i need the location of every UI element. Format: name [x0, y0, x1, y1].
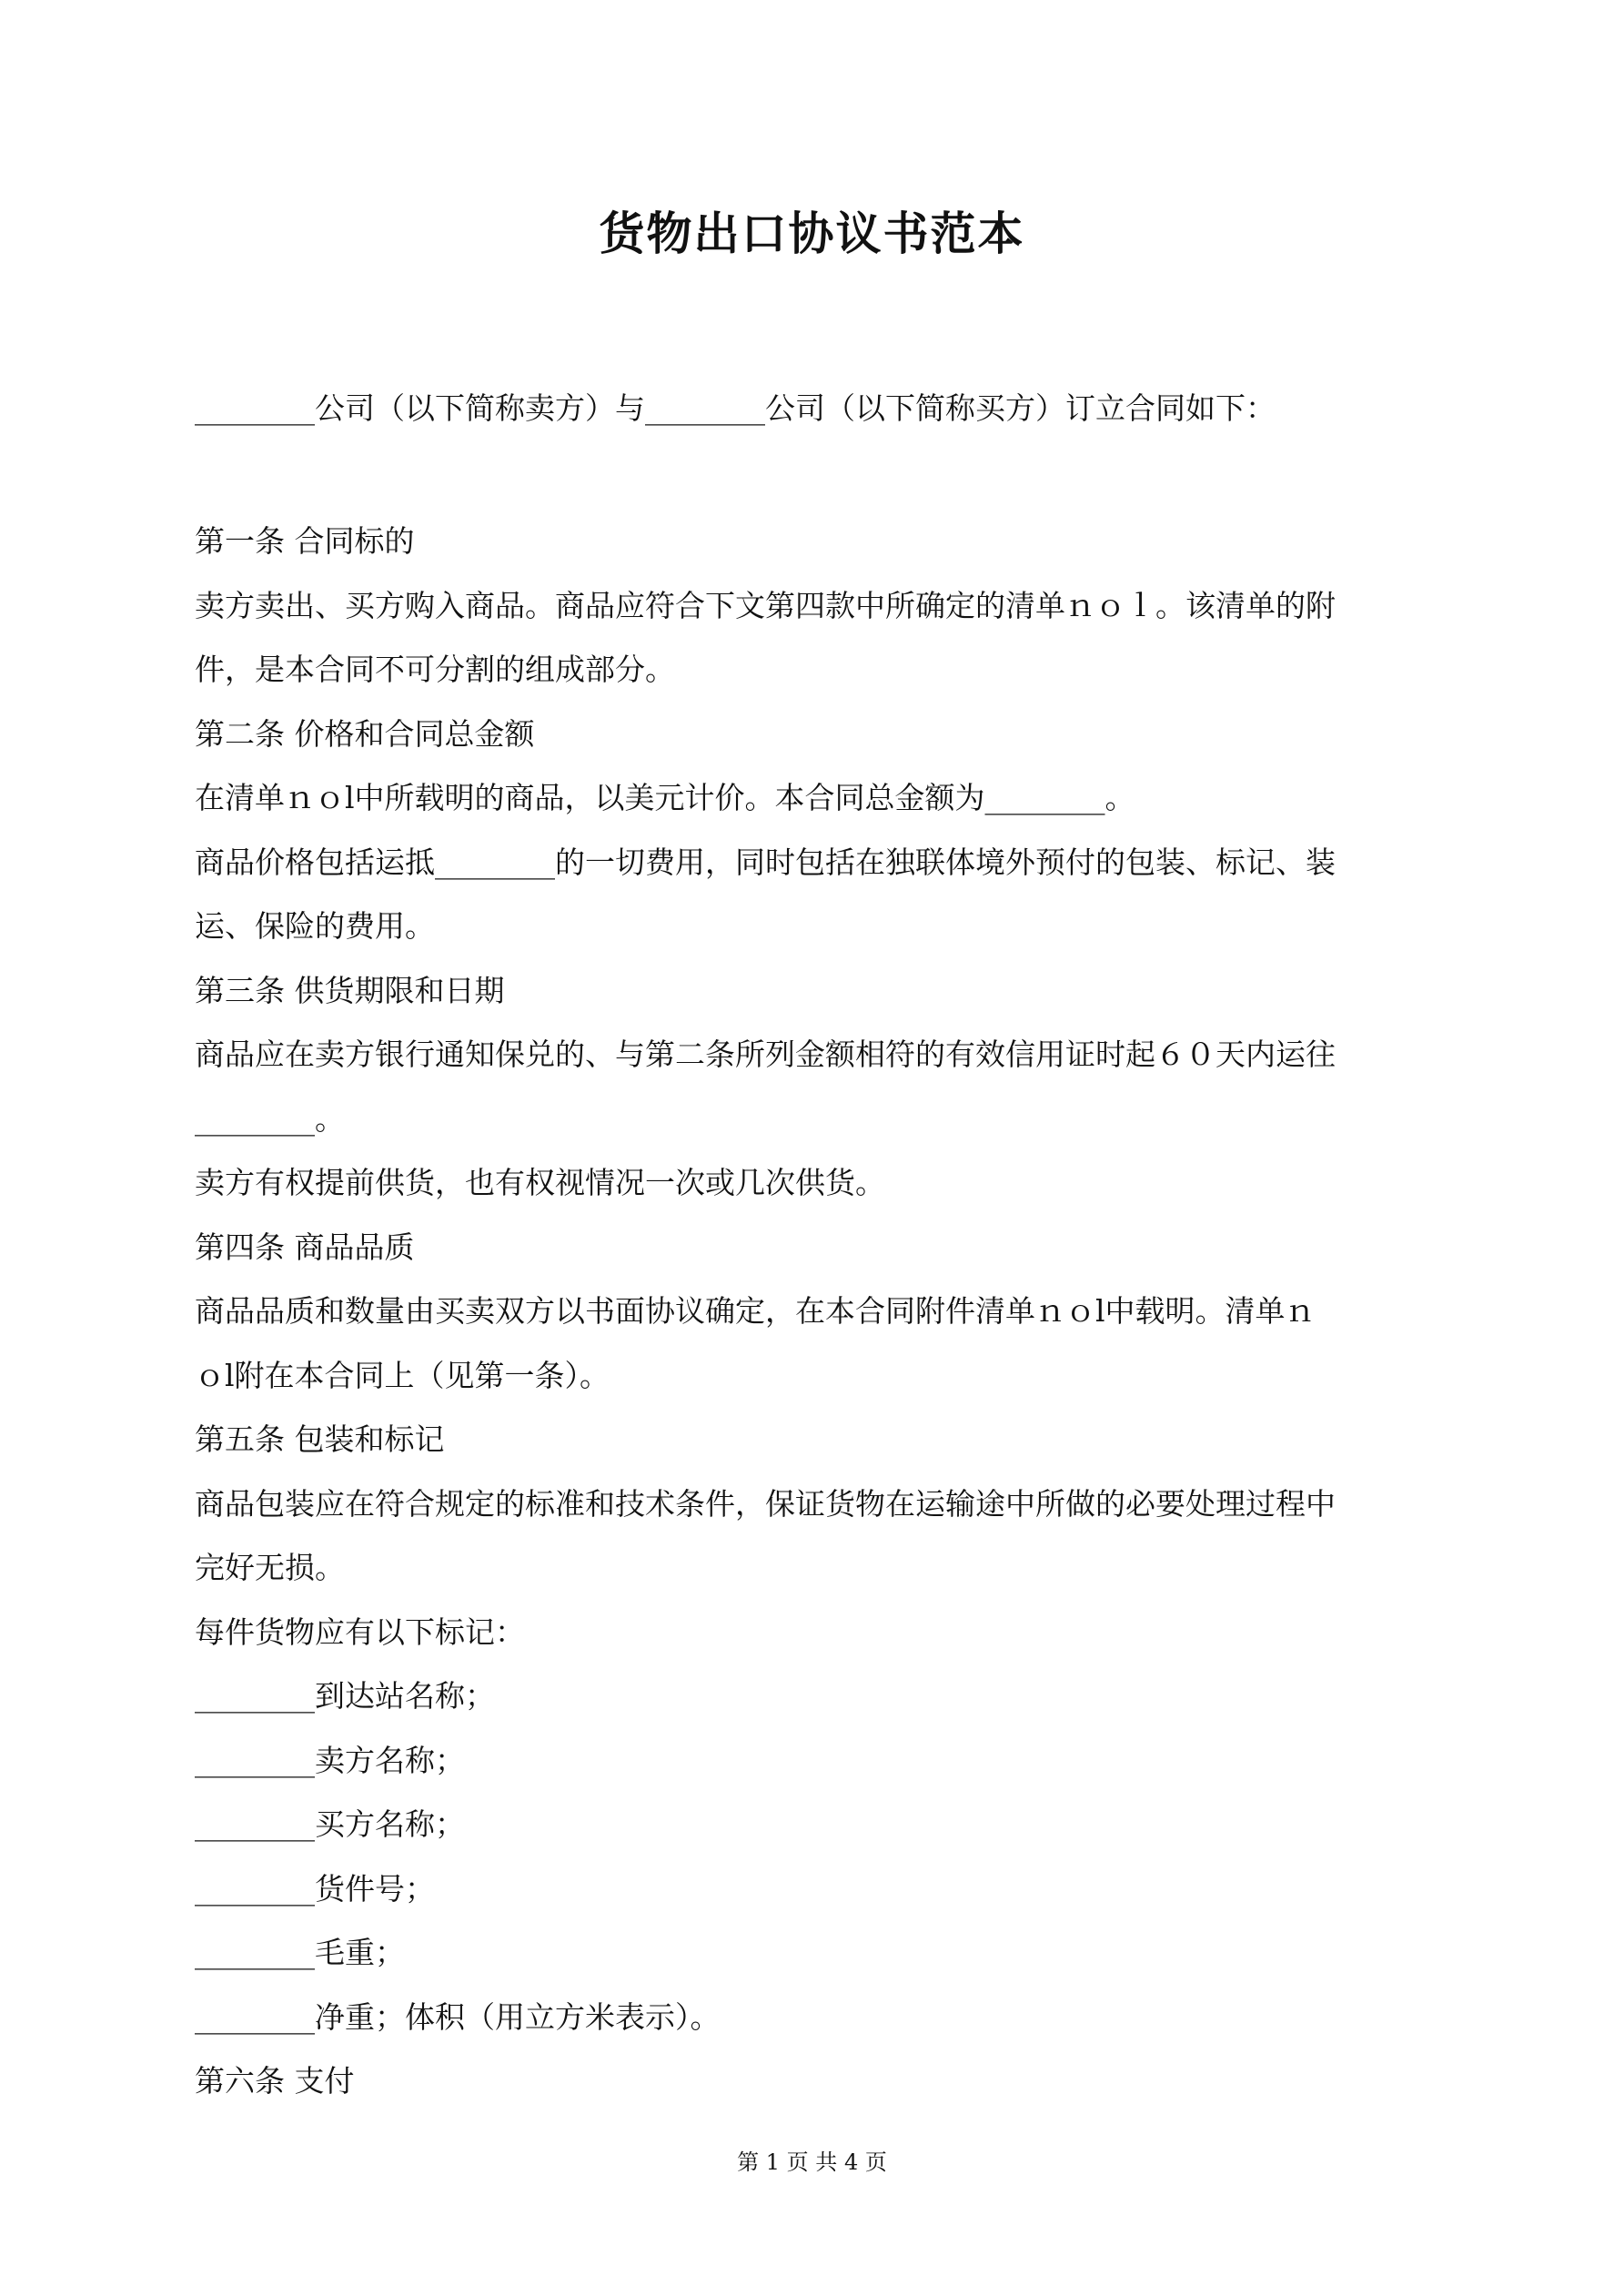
clause-text: ________。	[195, 1100, 345, 1137]
marking-item: ________到达站名称；	[195, 1678, 495, 1714]
clause-text: 商品品质和数量由买卖双方以书面协议确定，在本合同附件清单ｎｏl中载明。清单ｎ	[195, 1293, 1316, 1329]
page-number: 第 1 页 共 4 页	[737, 2149, 887, 2175]
marking-item: ________净重；体积（用立方米表示）。	[195, 1998, 721, 2035]
clause-text: 卖方卖出、买方购入商品。商品应符合下文第四款中所确定的清单ｎｏｌ。该清单的附	[195, 587, 1336, 623]
clause-text: 在清单ｎｏl中所载明的商品，以美元计价。本合同总金额为________。	[195, 780, 1135, 815]
contract-body	[195, 510, 1441, 2114]
clause-heading-4: 第四条 商品品质	[195, 1229, 415, 1265]
marking-item: ________货件号；	[195, 1870, 435, 1907]
document-title: 货物出口协议书范本	[599, 207, 1025, 260]
marking-item: ________卖方名称；	[195, 1742, 465, 1778]
clause-text: 商品包装应在符合规定的标准和技术条件，保证货物在运输途中所做的必要处理过程中	[195, 1485, 1336, 1522]
clause-text: 卖方有权提前供货，也有权视情况一次或几次供货。	[195, 1165, 885, 1200]
contract-intro: ________公司（以下简称卖方）与________公司（以下简称买方）订立合同如下：	[195, 390, 1276, 426]
marking-item: ________买方名称；	[195, 1806, 465, 1842]
clause-text: 商品价格包括运抵________的一切费用，同时包括在独联体境外预付的包装、标记、装	[195, 844, 1336, 880]
clause-heading-3: 第三条 供货期限和日期	[195, 972, 505, 1008]
marking-item: ________毛重；	[195, 1935, 405, 1970]
clause-text: 件，是本合同不可分割的组成部分。	[195, 652, 675, 687]
clause-text: ｏl附在本合同上（见第一条）。	[195, 1357, 610, 1393]
clause-heading-6: 第六条 支付	[195, 2063, 355, 2099]
clause-heading-2: 第二条 价格和合同总金额	[195, 715, 535, 752]
clause-text: 完好无损。	[195, 1550, 345, 1585]
clause-heading-1: 第一条 合同标的	[195, 523, 415, 559]
clause-text: 运、保险的费用。	[195, 908, 435, 944]
clause-text: 每件货物应有以下标记：	[195, 1613, 525, 1650]
clause-text: 商品应在卖方银行通知保兑的、与第二条所列金额相符的有效信用证时起６０天内运往	[195, 1037, 1336, 1072]
clause-heading-5: 第五条 包装和标记	[195, 1421, 445, 1457]
